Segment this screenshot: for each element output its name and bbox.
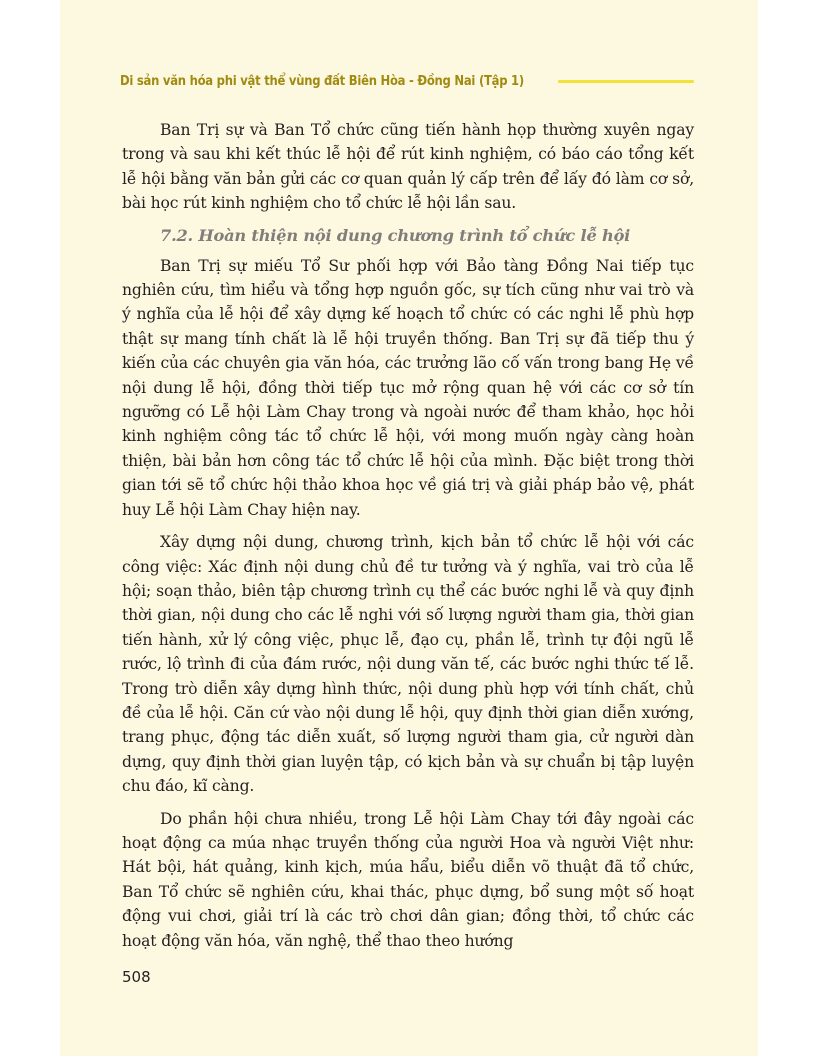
body-text <box>122 118 694 961</box>
paragraph-4: Do phần hội chưa nhiều, trong Lễ hội Làm Chay tới đây ngoài các hoạt động ca múa nhạc truyền thống của người Hoa và người Việt như: Hát bội, hát quảng, kinh kịch, múa hẩu, biểu diễn võ thuật đã tổ chức, Ban Tổ chức sẽ nghiên cứu, khai thác, phục dựng, bổ sung một số hoạt động vui chơi, giải trí là các trò chơi dân gian; đồng thời, tổ chức các hoạt động văn hóa, văn nghệ, thể thao theo hướng <box>122 809 694 950</box>
page-number: 508 <box>122 968 151 986</box>
paragraph-1: Ban Trị sự và Ban Tổ chức cũng tiến hành họp thường xuyên ngay trong và sau khi kết thúc lễ hội để rút kinh nghiệm, có báo cáo tổng kết lễ hội bằng văn bản gửi các cơ quan quản lý cấp trên để lấy đó làm cơ sở, bài học rút kinh nghiệm cho tổ chức lễ hội lần sau. <box>122 121 694 213</box>
paragraph-2: Ban Trị sự miếu Tổ Sư phối hợp với Bảo tàng Đồng Nai tiếp tục nghiên cứu, tìm hiểu và tổng hợp nguồn gốc, sự tích cũng như vai trò và ý nghĩa của lễ hội để xây dựng kế hoạch tổ chức có các nghi lễ phù hợp thật sự mang tính chất là lễ hội truyền thống. Ban Trị sự đã tiếp thu ý kiến của các chuyên gia văn hóa, các trưởng lão cố vấn trong bang Hẹ về nội dung lễ hội, đồng thời tiếp tục mở rộng quan hệ với các cơ sở tín ngưỡng có Lễ hội Làm Chay trong và ngoài nước để tham khảo, học hỏi kinh nghiệm công tác tổ chức lễ hội, với mong muốn ngày càng hoàn thiện, bài bản hơn công tác tổ chức lễ hội của mình. Đặc biệt trong thời gian tới sẽ tổ chức hội thảo khoa học về giá trị và giải pháp bảo vệ, phát huy Lễ hội Làm Chay hiện nay. <box>122 256 694 519</box>
paragraph-3: Xây dựng nội dung, chương trình, kịch bản tổ chức lễ hội với các công việc: Xác định nội dung chủ đề tư tưởng và ý nghĩa, vai trò của lễ hội; soạn thảo, biên tập chương trình cụ thể các bước nghi lễ và quy định thời gian, nội dung cho các lễ nghi với số lượng người tham gia, thời gian tiến hành, xử lý công việc, phục lễ, đạo cụ, phần lễ, trình tự đội ngũ lễ rước, lộ trình đi của đám rước, nội dung văn tế, các bước nghi thức tế lễ. Trong trò diễn xây dựng hình thức, nội dung phù hợp với tính chất, chủ đề của lễ hội. Căn cứ vào nội dung lễ hội, quy định thời gian diễn xướng, trang phục, động tác diễn xuất, số lượng người tham gia, cử người dàn dựng, quy định thời gian luyện tập, có kịch bản và sự chuẩn bị tập luyện chu đáo, kĩ càng. <box>122 533 694 796</box>
section-heading: 7.2. Hoàn thiện nội dung chương trình tổ chức lễ hội <box>160 225 631 245</box>
header-title: Di sản văn hóa phi vật thể vùng đất Biên Hòa - Đồng Nai (Tập 1) <box>120 73 524 89</box>
running-header <box>120 70 694 92</box>
header-rule <box>558 80 694 83</box>
